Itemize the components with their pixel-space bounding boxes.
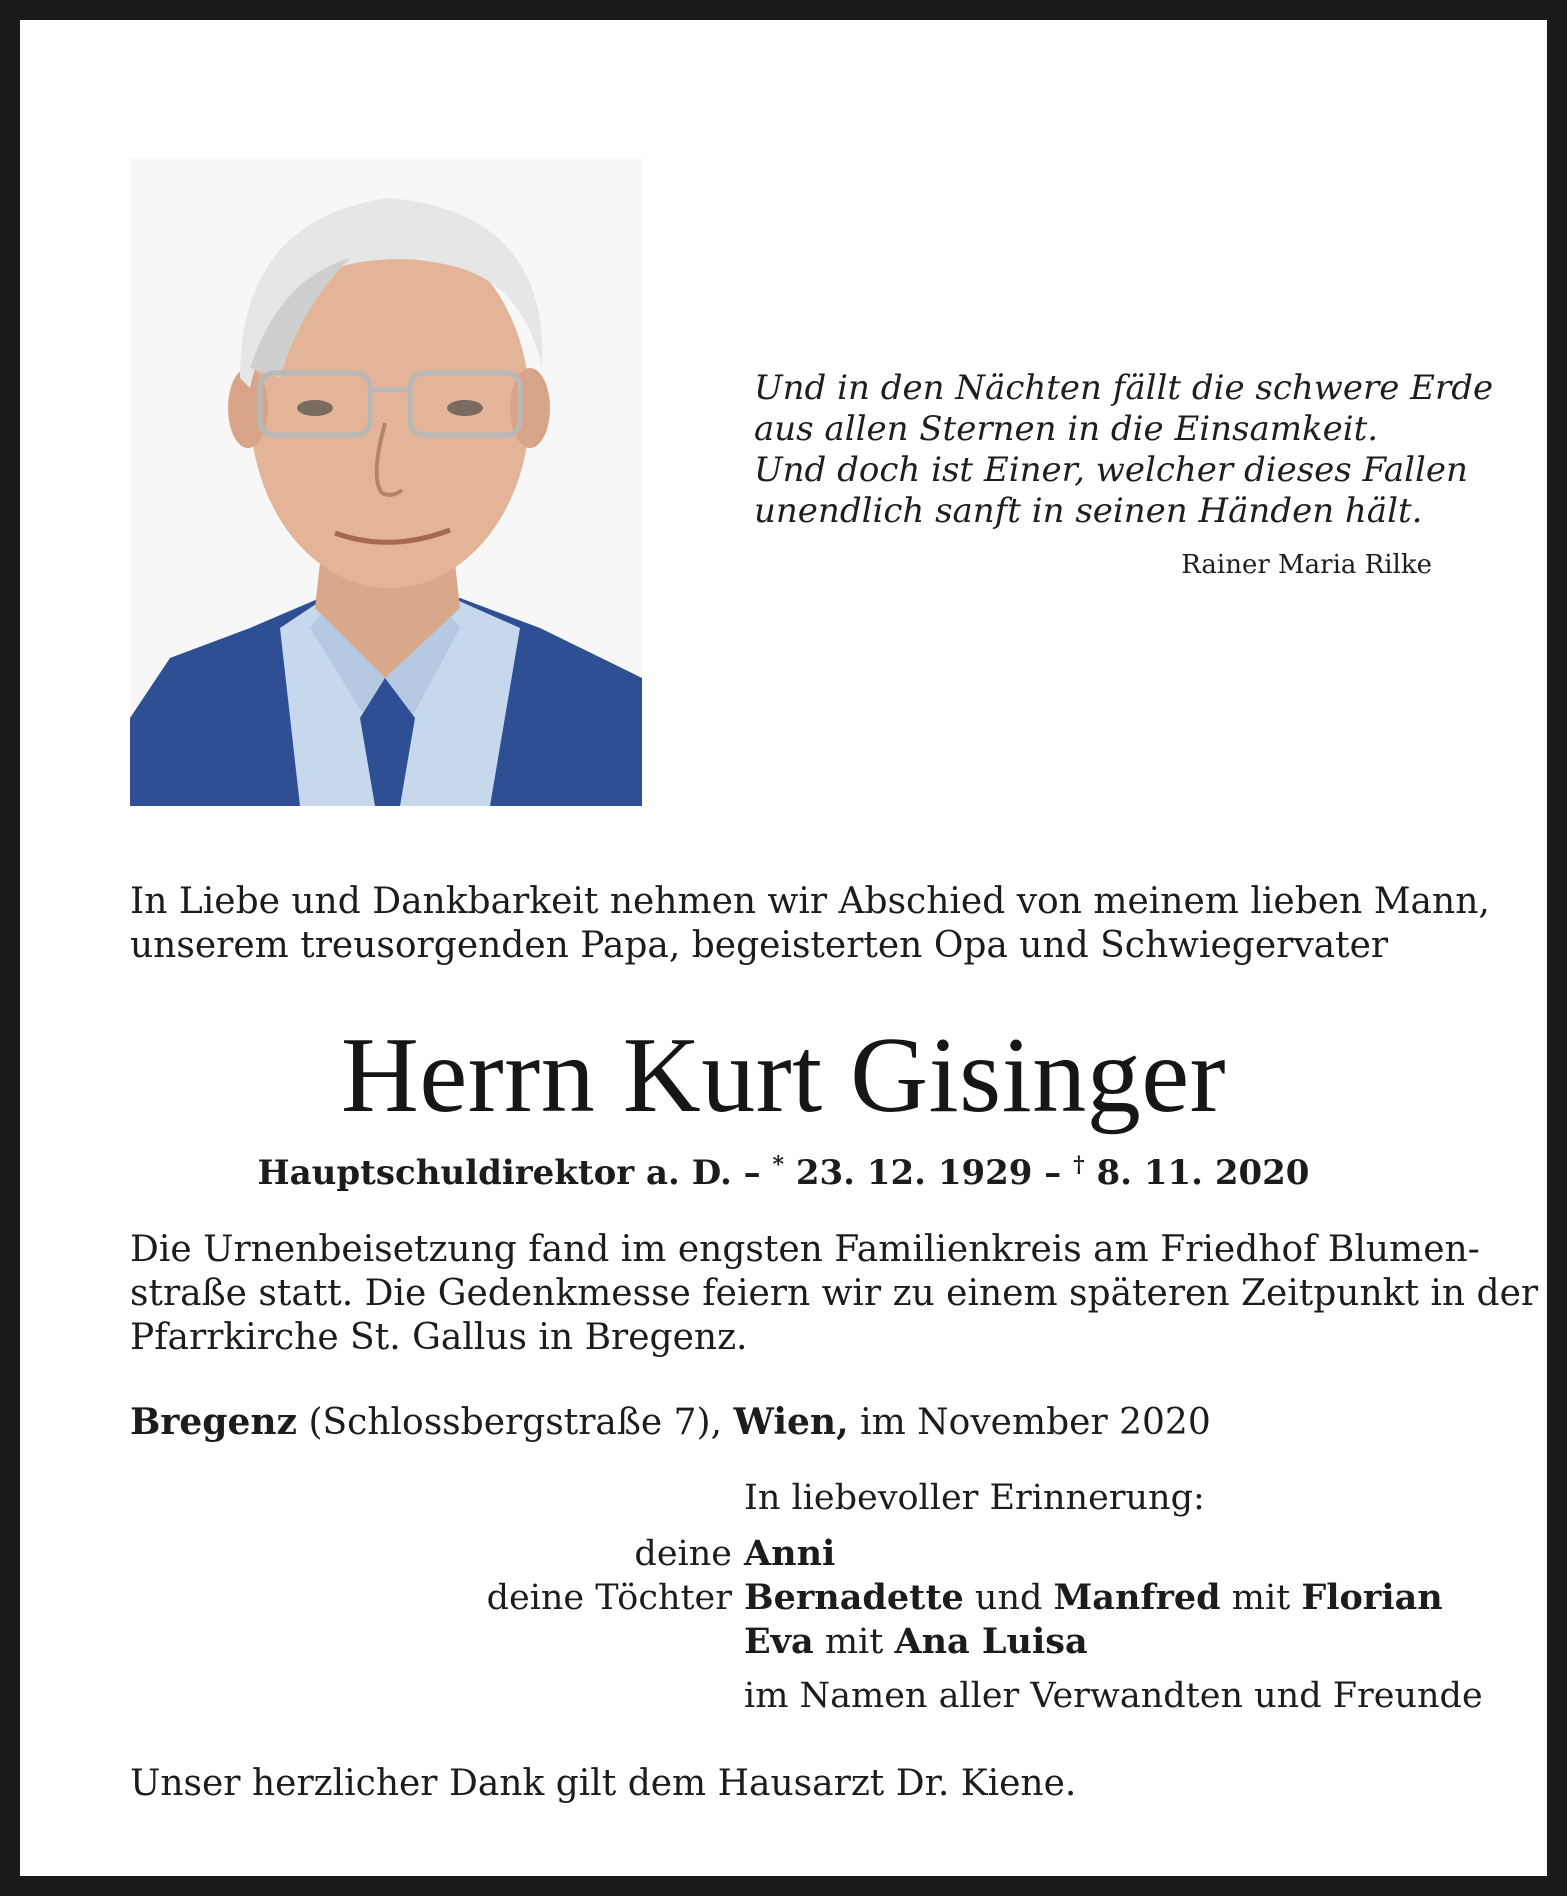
- grandchild-1: Florian: [1301, 1577, 1443, 1618]
- rilke-quote: [754, 368, 1494, 532]
- deceased-title: Hauptschuldirektor a. D. –: [257, 1153, 761, 1193]
- notice-line: Pfarrkirche St. Gallus in Bregenz.: [130, 1317, 748, 1358]
- conjunction: und: [974, 1578, 1043, 1618]
- notice-line: straße statt. Die Gedenkmesse feiern wir zu einem späteren Zeitpunkt in der: [130, 1273, 1539, 1314]
- quote-line: Und in den Nächten fällt die schwere Erde: [754, 368, 1494, 408]
- funeral-notice: [130, 1228, 1539, 1360]
- quote-author: Rainer Maria Rilke: [1181, 550, 1432, 580]
- conjunction: mit: [1231, 1578, 1291, 1618]
- city-wien: Wien,: [733, 1401, 849, 1443]
- daughter-2: Eva: [744, 1621, 814, 1662]
- partner-1: Manfred: [1053, 1577, 1221, 1618]
- memory-heading: In liebevoller Erinnerung:: [744, 1478, 1205, 1518]
- quote-line: aus allen Sternen in die Einsamkeit.: [754, 409, 1379, 449]
- notice-line: Die Urnenbeisetzung fand im engsten Familienkreis am Friedhof Blumen-: [130, 1229, 1480, 1270]
- intro-line: unserem treusorgenden Papa, begeisterten Opa und Schwiegervater: [130, 925, 1389, 966]
- portrait-photo: [130, 158, 642, 806]
- wife: Anni: [744, 1533, 836, 1574]
- death-date: 8. 11. 2020: [1096, 1153, 1310, 1193]
- deceased-dates: [20, 1152, 1547, 1193]
- daughter-1: Bernadette: [744, 1577, 964, 1618]
- intro-line: In Liebe und Dankbarkeit nehmen wir Abschied von meinem lieben Mann,: [130, 881, 1490, 922]
- quote-line: unendlich sanft in seinen Händen hält.: [754, 491, 1423, 531]
- city-bregenz: Bregenz: [130, 1401, 297, 1443]
- deceased-name: Herrn Kurt Gisinger: [340, 1016, 1227, 1135]
- birth-symbol: *: [772, 1152, 785, 1178]
- grandchild-2: Ana Luisa: [894, 1621, 1088, 1662]
- address: (Schlossbergstraße 7),: [308, 1402, 723, 1443]
- thanks-line: Unser herzlicher Dank gilt dem Hausarzt Dr. Kiene.: [130, 1763, 1077, 1804]
- relatives-line: im Namen aller Verwandten und Freunde: [744, 1676, 1483, 1716]
- death-symbol: †: [1073, 1152, 1085, 1178]
- intro-text: [130, 880, 1490, 968]
- place-date-line: [130, 1400, 1480, 1445]
- wife-label: deine: [634, 1534, 732, 1574]
- wife-name: [744, 1532, 1504, 1576]
- notice-date: im November 2020: [860, 1402, 1211, 1443]
- birth-date: 23. 12. 1929 –: [795, 1153, 1062, 1193]
- daughter1-line: [744, 1576, 1504, 1620]
- quote-line: Und doch ist Einer, welcher dieses Fallen: [754, 450, 1468, 490]
- obituary-sheet: [20, 20, 1547, 1876]
- daughter2-line: [744, 1620, 1504, 1664]
- conjunction: mit: [824, 1622, 884, 1662]
- daughters-label: deine Töchter: [486, 1578, 732, 1618]
